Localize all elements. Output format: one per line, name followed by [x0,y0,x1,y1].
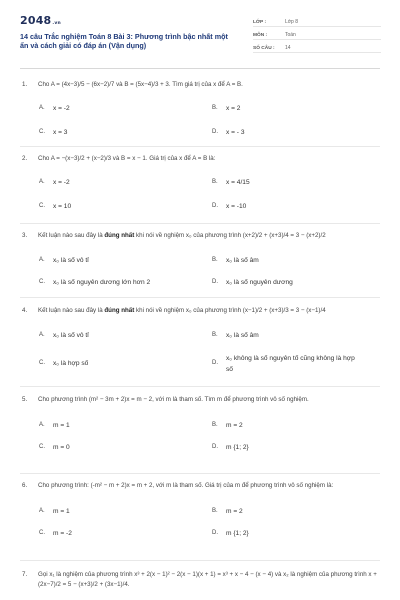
question-2 [22,154,378,210]
meta-row-class [253,16,381,27]
question-number: 3. [22,232,28,239]
document-title: 14 câu Trắc nghiệm Toán 8 Bài 3: Phương trình bậc nhất một ẩn và cách giải có đáp án (Vận dụng) [20,32,228,50]
option-c[interactable]: C. x₀ là hợp số [39,360,89,367]
meta-value-count: 14 [285,44,291,51]
meta-value-class: Lớp 8 [285,18,299,25]
question-number: 7. [22,571,28,578]
question-divider [20,560,380,561]
emphasis-text: đúng nhất [104,232,135,239]
option-b[interactable]: B. x₀ là số âm [212,257,259,264]
question-number: 6. [22,482,28,489]
option-d[interactable]: D. x = - 3 [212,129,245,136]
option-b[interactable]: B. m = 2 [212,508,243,515]
option-a[interactable]: A. x = -2 [39,179,70,186]
meta-label-class: LỚP : [253,19,267,25]
question-number: 1. [22,81,28,88]
option-a[interactable]: A. x = -2 [39,105,70,112]
question-text: Cho phương trình: (-m² − m + 2)x = m + 2, với m là tham số. Giá trị của m để phương trình vô số nghiệm là: [38,482,334,489]
option-b[interactable]: B. x₀ là số âm [212,332,259,339]
question-text: Kết luận nào sau đây là đúng nhất khi nói về nghiệm x₀ của phương trình (x−1)/2 + (x+3)/3 = 3 − (x−1)/4 [38,307,326,314]
logo-suffix: .vn [52,21,61,26]
option-b[interactable]: B. x = 2 [212,105,241,112]
question-text: Kết luận nào sau đây là đúng nhất khi nói về nghiệm x₀ của phương trình (x+2)/2 + (x+3)/4 = 3 − (x+2)/2 [38,232,326,239]
meta-label-subject: MÔN : [253,32,268,38]
question-number: 5. [22,396,28,403]
meta-row-subject [253,29,381,40]
option-d[interactable]: D. m {1; 2} [212,444,249,451]
header-divider [20,68,380,69]
question-5 [22,395,378,451]
question-4 [22,306,378,373]
document-meta [253,16,381,55]
option-d[interactable]: D. m {1; 2} [212,530,249,537]
meta-value-subject: Toán [285,31,296,38]
option-d[interactable]: D. x₀ không là số nguyên tố cũng không là hợp số [212,355,355,373]
question-text: Gọi x₁ là nghiệm của phương trình x³ + 2(x − 1)² − 2(x − 1)(x + 1) = x³ + x − 4 − (x − 4) và x₂ là nghiệm của phương trình x + (2x−7)/2 = 5 − (x+3)/2 + (3x−1)/4. [38,571,377,588]
option-a[interactable]: A. x₀ là số vô tỉ [39,257,89,264]
question-1 [22,80,378,136]
logo-main: 2048 [20,14,52,27]
emphasis-text: đúng nhất [104,307,135,314]
option-c[interactable]: C. m = 0 [39,444,70,451]
question-divider [20,146,380,147]
question-text: Cho phương trình (m² − 3m + 2)x = m − 2, với m là tham số. Tìm m để phương trình vô số nghiệm. [38,396,309,403]
question-3 [22,231,378,286]
question-6 [22,481,378,537]
option-d[interactable]: D. x = -10 [212,203,247,210]
meta-label-count: SỐ CÂU : [253,45,275,51]
question-divider [20,386,380,387]
option-a[interactable]: A. m = 1 [39,508,70,515]
question-divider [20,297,380,298]
option-d[interactable]: D. x₀ là số nguyên dương [212,279,293,286]
option-b[interactable]: B. m = 2 [212,422,243,429]
question-divider [20,223,380,224]
option-c[interactable]: C. x = 10 [39,203,72,210]
option-b[interactable]: B. x = 4/15 [212,179,250,186]
question-number: 2. [22,155,28,162]
question-divider [20,473,380,474]
option-a[interactable]: A. x₀ là số vô tỉ [39,332,89,339]
option-c[interactable]: C. x₀ là số nguyên dương lớn hơn 2 [39,279,151,286]
question-7 [22,570,378,590]
document-header [0,0,400,62]
option-a[interactable]: A. m = 1 [39,422,70,429]
question-number: 4. [22,307,28,314]
option-c[interactable]: C. x = 3 [39,129,68,136]
question-text: Cho A = −(x−3)/2 + (x−2)/3 và B = x − 1. Giá trị của x để A = B là: [38,155,216,162]
option-c[interactable]: C. m = -2 [39,530,72,537]
question-text: Cho A = (4x−3)/5 − (6x−2)/7 và B = (5x−4)/3 + 3. Tìm giá trị của x để A = B. [38,81,243,88]
meta-row-count [253,42,381,53]
